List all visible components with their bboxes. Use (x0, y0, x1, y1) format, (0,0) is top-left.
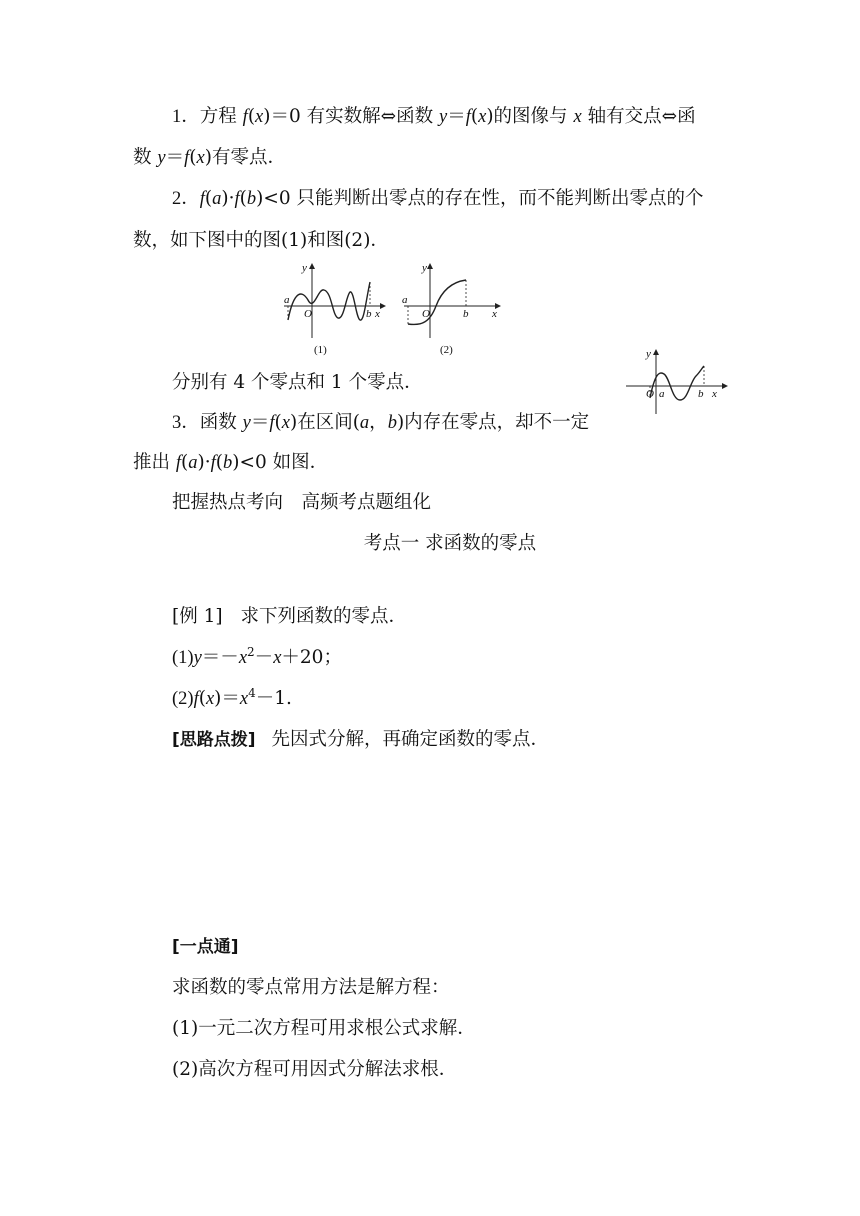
fig3-b-label: b (698, 388, 704, 400)
hint-label: [思路点拨] (172, 730, 256, 750)
fig2-b-label: b (463, 308, 469, 320)
example-label: [例 1] (172, 606, 223, 627)
fig1-caption: (1) (314, 344, 327, 356)
hint-line (172, 727, 549, 753)
tip-line-1: 求函数的零点常用方法是解方程： (172, 977, 450, 998)
fig2-a-label: a (402, 294, 408, 306)
fig3-origin-label: O (646, 388, 654, 400)
fig2-x-label: x (492, 308, 497, 320)
example-text: 求下列函数的零点． (240, 606, 407, 627)
fig1-y-label: y (302, 262, 307, 274)
fig1-origin-label: O (304, 308, 312, 320)
figure-3-graph (622, 346, 732, 416)
fig3-a-label: a (659, 388, 665, 400)
para1-line1: 1．方程 f(x)＝0 有实数解⇔函数 y＝f(x)的图像与 x 轴有交点⇔函 (172, 106, 696, 127)
figure-2-graph (400, 260, 505, 356)
fig1-a-label: a (284, 294, 290, 306)
topic-title: 考点一 求函数的零点 (363, 533, 537, 554)
fig1-x-label: x (375, 308, 380, 320)
fig3-x-label: x (712, 388, 717, 400)
zeros-count-line: 分别有 4 个零点和 1 个零点． (172, 372, 423, 393)
tip-line-2: (1)一元二次方程可用求根公式求解． (172, 1018, 476, 1039)
para3-line1: 3．函数 y＝f(x)在区间(a，b)内存在零点，却不一定 (172, 412, 590, 433)
tip-line-3: (2)高次方程可用因式分解法求根． (172, 1059, 458, 1080)
para2-line1: 2．f(a)·f(b)<0 只能判断出零点的存在性，而不能判断出零点的个 (172, 188, 704, 209)
fig2-origin-label: O (422, 308, 430, 320)
para2-line2: 数，如下图中的图(1)和图(2)． (133, 230, 389, 251)
fig3-y-label: y (646, 348, 651, 360)
para3-line2: 推出 f(a)·f(b)<0 如图． (133, 452, 329, 473)
fig2-caption: (2) (440, 344, 453, 356)
fig2-y-label: y (422, 262, 427, 274)
example-line (172, 604, 407, 630)
fig1-b-label: b (366, 308, 372, 320)
para1-line2: 数 y＝f(x)有零点． (133, 147, 286, 168)
example-item-2: $(2)f(x)=x^4-1$. (172, 686, 292, 709)
hint-text: 先因式分解，再确定函数的零点． (271, 729, 549, 750)
tip-label: [一点通] (172, 937, 239, 957)
example-item-1: $(1)y=-x^2-x+20$； (172, 645, 342, 668)
section-heading: 把握热点考向 高频考点题组化 (172, 492, 432, 513)
figure-1-graph (280, 260, 390, 356)
